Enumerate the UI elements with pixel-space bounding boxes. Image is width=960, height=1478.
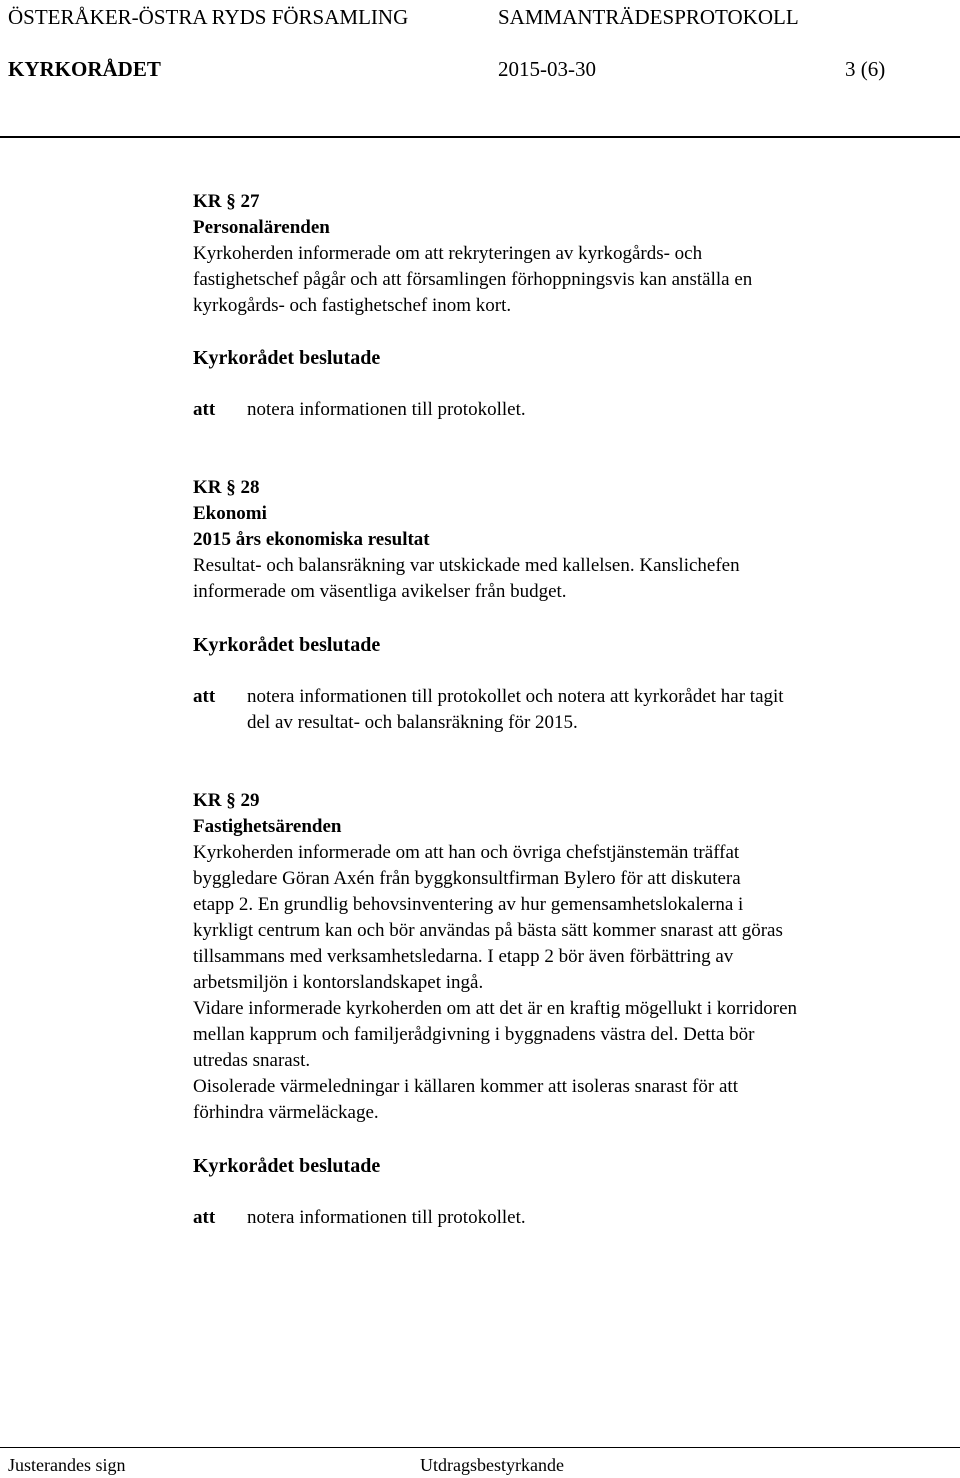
decision-text: notera informationen till protokollet. <box>247 399 526 420</box>
item-heading: Ekonomi <box>193 503 267 524</box>
item-text-line: förhindra värmeläckage. <box>193 1102 379 1123</box>
item-text-line: Resultat- och balansräkning var utskickade med kallelsen. Kanslichefen <box>193 555 740 576</box>
footer-signature-label: Justerandes sign <box>8 1455 126 1475</box>
item-text-line: Oisolerade värmeledningar i källaren kommer att isoleras snarast för att <box>193 1076 738 1097</box>
header-divider <box>0 136 960 138</box>
item-text-line: kyrkligt centrum kan och bör användas på bästa sätt kommer snarast att göras <box>193 920 783 941</box>
decision-text: notera informationen till protokollet och notera att kyrkorådet har tagit <box>247 686 784 707</box>
item-text-line: Vidare informerade kyrkoherden om att det är en kraftig mögellukt i korridoren <box>193 998 798 1019</box>
item-number: KR § 27 <box>193 191 260 212</box>
footer-divider <box>0 1447 960 1448</box>
item-text-line: fastighetschef pågår och att församlingen förhoppningsvis kan anställa en <box>193 269 753 290</box>
item-text-line: kyrkogårds- och fastighetschef inom kort. <box>193 295 512 316</box>
decision-label: att <box>193 399 216 420</box>
item-number: KR § 29 <box>193 790 260 811</box>
decision-label: att <box>193 1207 216 1228</box>
meeting-date: 2015-03-30 <box>498 57 596 81</box>
agenda-item-28 <box>193 475 923 605</box>
page-number: 3 (6) <box>845 57 886 81</box>
item-text-line: informerade om väsentliga avikelser från budget. <box>193 581 567 602</box>
item-text-line: mellan kapprum och familjerådgivning i byggnadens västra del. Detta bör <box>193 1024 755 1045</box>
decision-text: del av resultat- och balansräkning för 2015. <box>247 712 578 733</box>
item-text-line: tillsammans med verksamhetsledarna. I etapp 2 bör även förbättring av <box>193 946 734 967</box>
agenda-item-29 <box>193 788 923 1126</box>
agenda-item-27 <box>193 189 923 319</box>
item-heading: Personalärenden <box>193 217 330 238</box>
item-text-line: utredas snarast. <box>193 1050 311 1071</box>
decision-heading: Kyrkorådet beslutade <box>193 347 381 369</box>
decision-text: notera informationen till protokollet. <box>247 1207 526 1228</box>
item-text-line: byggledare Göran Axén från byggkonsultfirman Bylero för att diskutera <box>193 868 741 889</box>
item-heading: Fastighetsärenden <box>193 816 342 837</box>
item-subheading: 2015 års ekonomiska resultat <box>193 529 430 550</box>
item-text-line: Kyrkoherden informerade om att han och övriga chefstjänstemän träffat <box>193 842 740 863</box>
decision-text-block <box>247 684 927 736</box>
decision-heading: Kyrkorådet beslutade <box>193 634 381 656</box>
footer-certification-label: Utdragsbestyrkande <box>420 1455 564 1475</box>
document-type: SAMMANTRÄDESPROTOKOLL <box>498 5 799 29</box>
item-text-line: arbetsmiljön i kontorslandskapet ingå. <box>193 972 484 993</box>
item-text-line: etapp 2. En grundlig behovsinventering av hur gemensamhetslokalerna i <box>193 894 744 915</box>
parish-name: ÖSTERÅKER-ÖSTRA RYDS FÖRSAMLING <box>8 5 409 29</box>
item-text-line: Kyrkoherden informerade om att rekryteringen av kyrkogårds- och <box>193 243 703 264</box>
board-name: KYRKORÅDET <box>8 57 161 81</box>
decision-heading: Kyrkorådet beslutade <box>193 1155 381 1177</box>
item-number: KR § 28 <box>193 477 260 498</box>
decision-label: att <box>193 686 216 707</box>
